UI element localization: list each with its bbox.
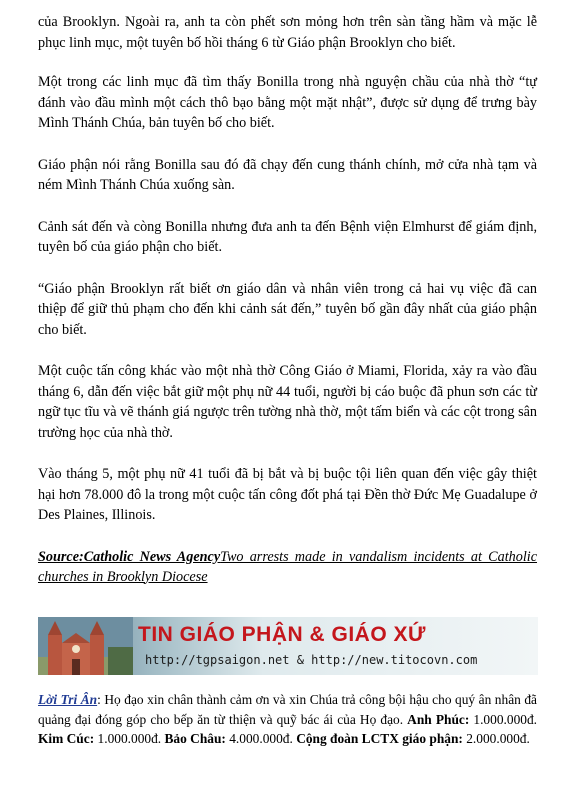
article-paragraph: Một trong các linh mục đã tìm thấy Bonilla trong nhà nguyện chầu của nhà thờ “tự đánh vào đầu mình một cách thô bạo bằng một mặt nhật”, được sử dụng để trưng bày Mình Thánh Chúa, bản tuyên bố cho biết. <box>38 74 537 131</box>
parish-news-banner[interactable] <box>38 617 538 675</box>
donor-name: Anh Phúc: <box>407 711 470 727</box>
donor-name: Cộng đoàn LCTX giáo phận: <box>296 731 463 746</box>
article-body <box>38 12 537 587</box>
thanks-note <box>38 690 537 749</box>
donor-amount: 1.000.000đ. <box>469 711 537 727</box>
article-paragraph: Cảnh sát đến và còng Bonilla nhưng đưa anh ta đến Bệnh viện Elmhurst để giám định, tuyên bố của giáo phận cho biết. <box>38 218 537 255</box>
article-paragraph: “Giáo phận Brooklyn rất biết ơn giáo dân và nhân viên trong cả hai vụ việc đã can thiệp để giữ thủ phạm cho đến khi cảnh sát đến,” tuyên bố gần đây nhất của giáo phận cho biết. <box>38 280 537 338</box>
donor-amount: 4.000.000đ. <box>225 731 297 746</box>
source-link[interactable] <box>38 547 537 587</box>
source-label[interactable]: Source:Catholic News Agency <box>38 548 221 565</box>
article-paragraph: Vào tháng 5, một phụ nữ 41 tuổi đã bị bắt và bị buộc tội liên quan đến việc gây thiệt hại hơn 78.000 đô la trong một cuộc tấn công đốt phá tại Đền thờ Đức Mẹ Guadalupe ở Des Plaines, Illinois. <box>38 466 537 523</box>
church-icon <box>38 617 133 675</box>
source-title[interactable]: Two arrests made in vandalism incidents at Catholic churches in Brooklyn Diocese <box>38 548 538 585</box>
article-paragraph: Một cuộc tấn công khác vào một nhà thờ Công Giáo ở Miami, Florida, xảy ra vào đầu tháng 6, dẫn đến việc bắt giữ một phụ nữ 44 tuổi, người bị cáo buộc đã phun sơn các từ ngữ tục tĩu và vẽ thánh giá ngược trên tường nhà thờ, một tấm biển và các cột trong sân trường học của nhà thờ. <box>38 363 537 441</box>
thanks-heading[interactable]: Lời Tri Ân <box>38 692 98 707</box>
donor-name: Bảo Châu: <box>164 731 226 746</box>
donor-amount: 1.000.000đ. <box>94 731 165 746</box>
banner-urls[interactable]: http://tgpsaigon.net & http://new.titocovn.com <box>145 653 478 667</box>
thanks-text: Họ đạo xin chân thành cảm ơn và xin Chúa trả công bội hậu cho quý ân nhân đã quảng đại đóng góp cho bếp ăn từ thiện và quỹ bác ái của Họ đạo. <box>38 692 537 727</box>
donor-amount: 2.000.000đ. <box>462 731 530 746</box>
article-paragraph: Giáo phận nói rằng Bonilla sau đó đã chạy đến cung thánh chính, mở cửa nhà tạm và ném Mình Thánh Chúa xuống sàn. <box>38 156 537 193</box>
donor-name: Kim Cúc: <box>38 731 95 746</box>
thanks-colon: : <box>97 692 101 707</box>
banner-title: TIN GIÁO PHẬN & GIÁO XỨ <box>138 623 426 646</box>
article-paragraph: của Brooklyn. Ngoài ra, anh ta còn phết sơn mỏng hơn trên sàn tầng hầm và mặc lễ phục linh mục, một tuyên bố hồi tháng 6 từ Giáo phận Brooklyn cho biết. <box>38 14 537 51</box>
